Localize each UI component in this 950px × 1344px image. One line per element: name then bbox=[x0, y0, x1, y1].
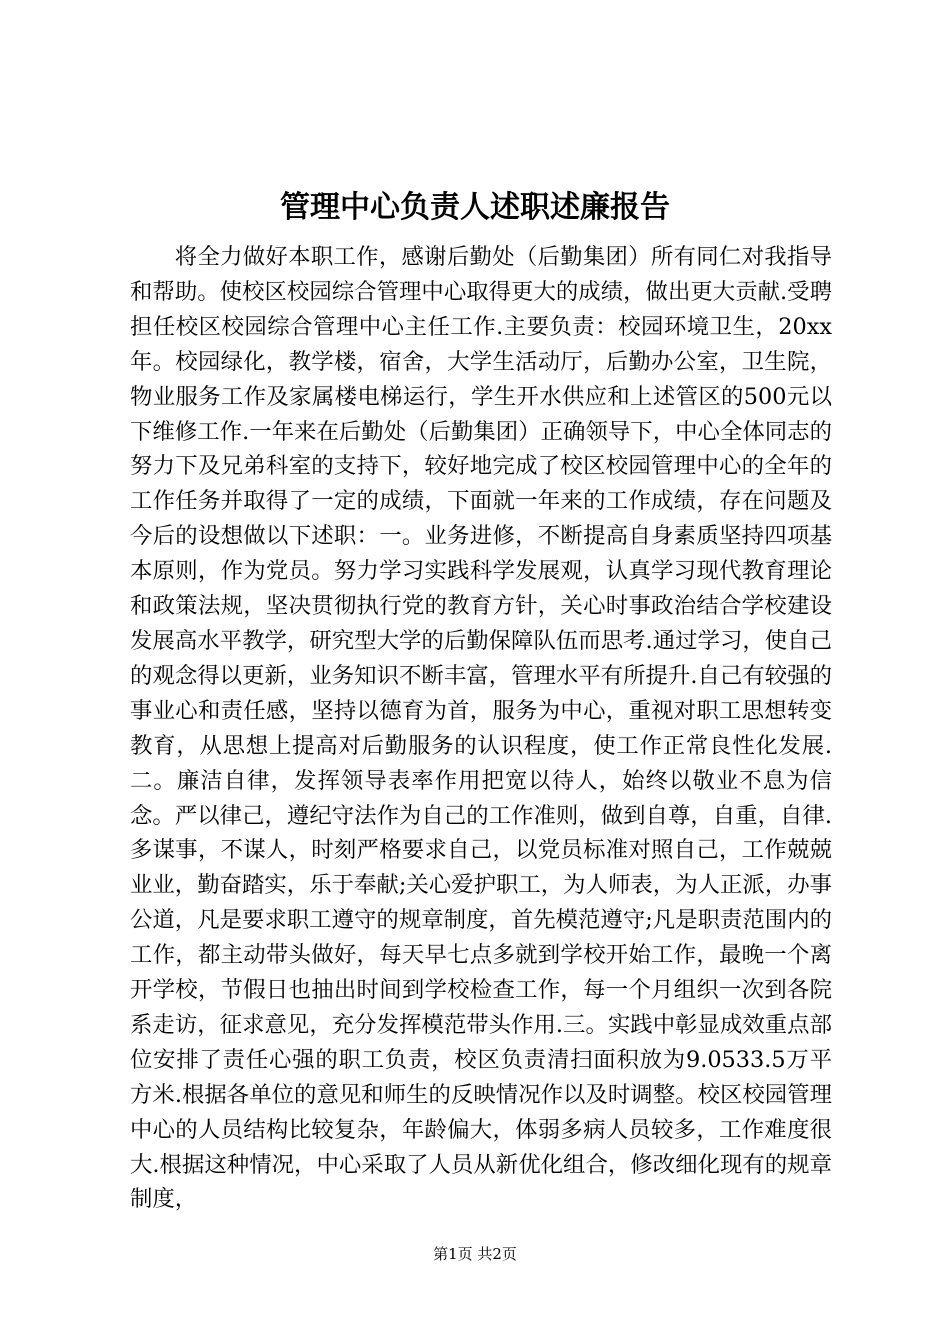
document-body-paragraph: 将全力做好本职工作，感谢后勤处（后勤集团）所有同仁对我指导和帮助。使校区校园综合管理中心取得更大的成绩，做出更大贡献.受聘担任校区校园综合管理中心主任工作.主要负责：校园环境卫生，20xx年。校园绿化，教学楼，宿舍，大学生活动厅，后勤办公室，卫生院，物业服务工作及家属楼电梯运行，学生开水供应和上述管区的500元以下维修工作.一年来在后勤处（后勤集团）正确领导下，中心全体同志的努力下及兄弟科室的支持下，较好地完成了校区校园管理中心的全年的工作任务并取得了一定的成绩，下面就一年来的工作成绩，存在问题及今后的设想做以下述职：一。业务进修，不断提高自身素质坚持四项基本原则，作为党员。努力学习实践科学发展观，认真学习现代教育理论和政策法规，坚决贯彻执行党的教育方针，关心时事政治结合学校建设发展高水平教学，研究型大学的后勤保障队伍而思考.通过学习，使自己的观念得以更新，业务知识不断丰富，管理水平有所提升.自己有较强的事业心和责任感，坚持以德育为首，服务为中心，重视对职工思想转变教育，从思想上提高对后勤服务的认识程度，使工作正常良性化发展.二。廉洁自律，发挥领导表率作用把宽以待人，始终以敬业不息为信念。严以律己，遵纪守法作为自己的工作准则，做到自尊，自重，自律.多谋事，不谋人，时刻严格要求自己，以党员标准对照自己，工作兢兢业业，勤奋踏实，乐于奉献;关心爱护职工，为人师表，为人正派，办事公道，凡是要求职工遵守的规章制度，首先模范遵守;凡是职责范围内的工作，都主动带头做好，每天早七点多就到学校开始工作，最晚一个离开学校，节假日也抽出时间到学校检查工作，每一个月组织一次到各院系走访，征求意见，充分发挥模范带头作用.三。实践中彰显成效重点部位安排了责任心强的职工负责，校区负责清扫面积放为9.0533.5万平方米.根据各单位的意见和师生的反映情况作以及时调整。校区校园管理中心的人员结构比较复杂，年龄偏大，体弱多病人员较多，工作难度很大.根据这种情况，中心采取了人员从新优化组合，修改细化现有的规章制度， bbox=[130, 244, 832, 1213]
document-title: 管理中心负责人述职述廉报告 bbox=[280, 190, 670, 225]
page-number-footer: 第1页 共2页 bbox=[433, 1245, 517, 1263]
